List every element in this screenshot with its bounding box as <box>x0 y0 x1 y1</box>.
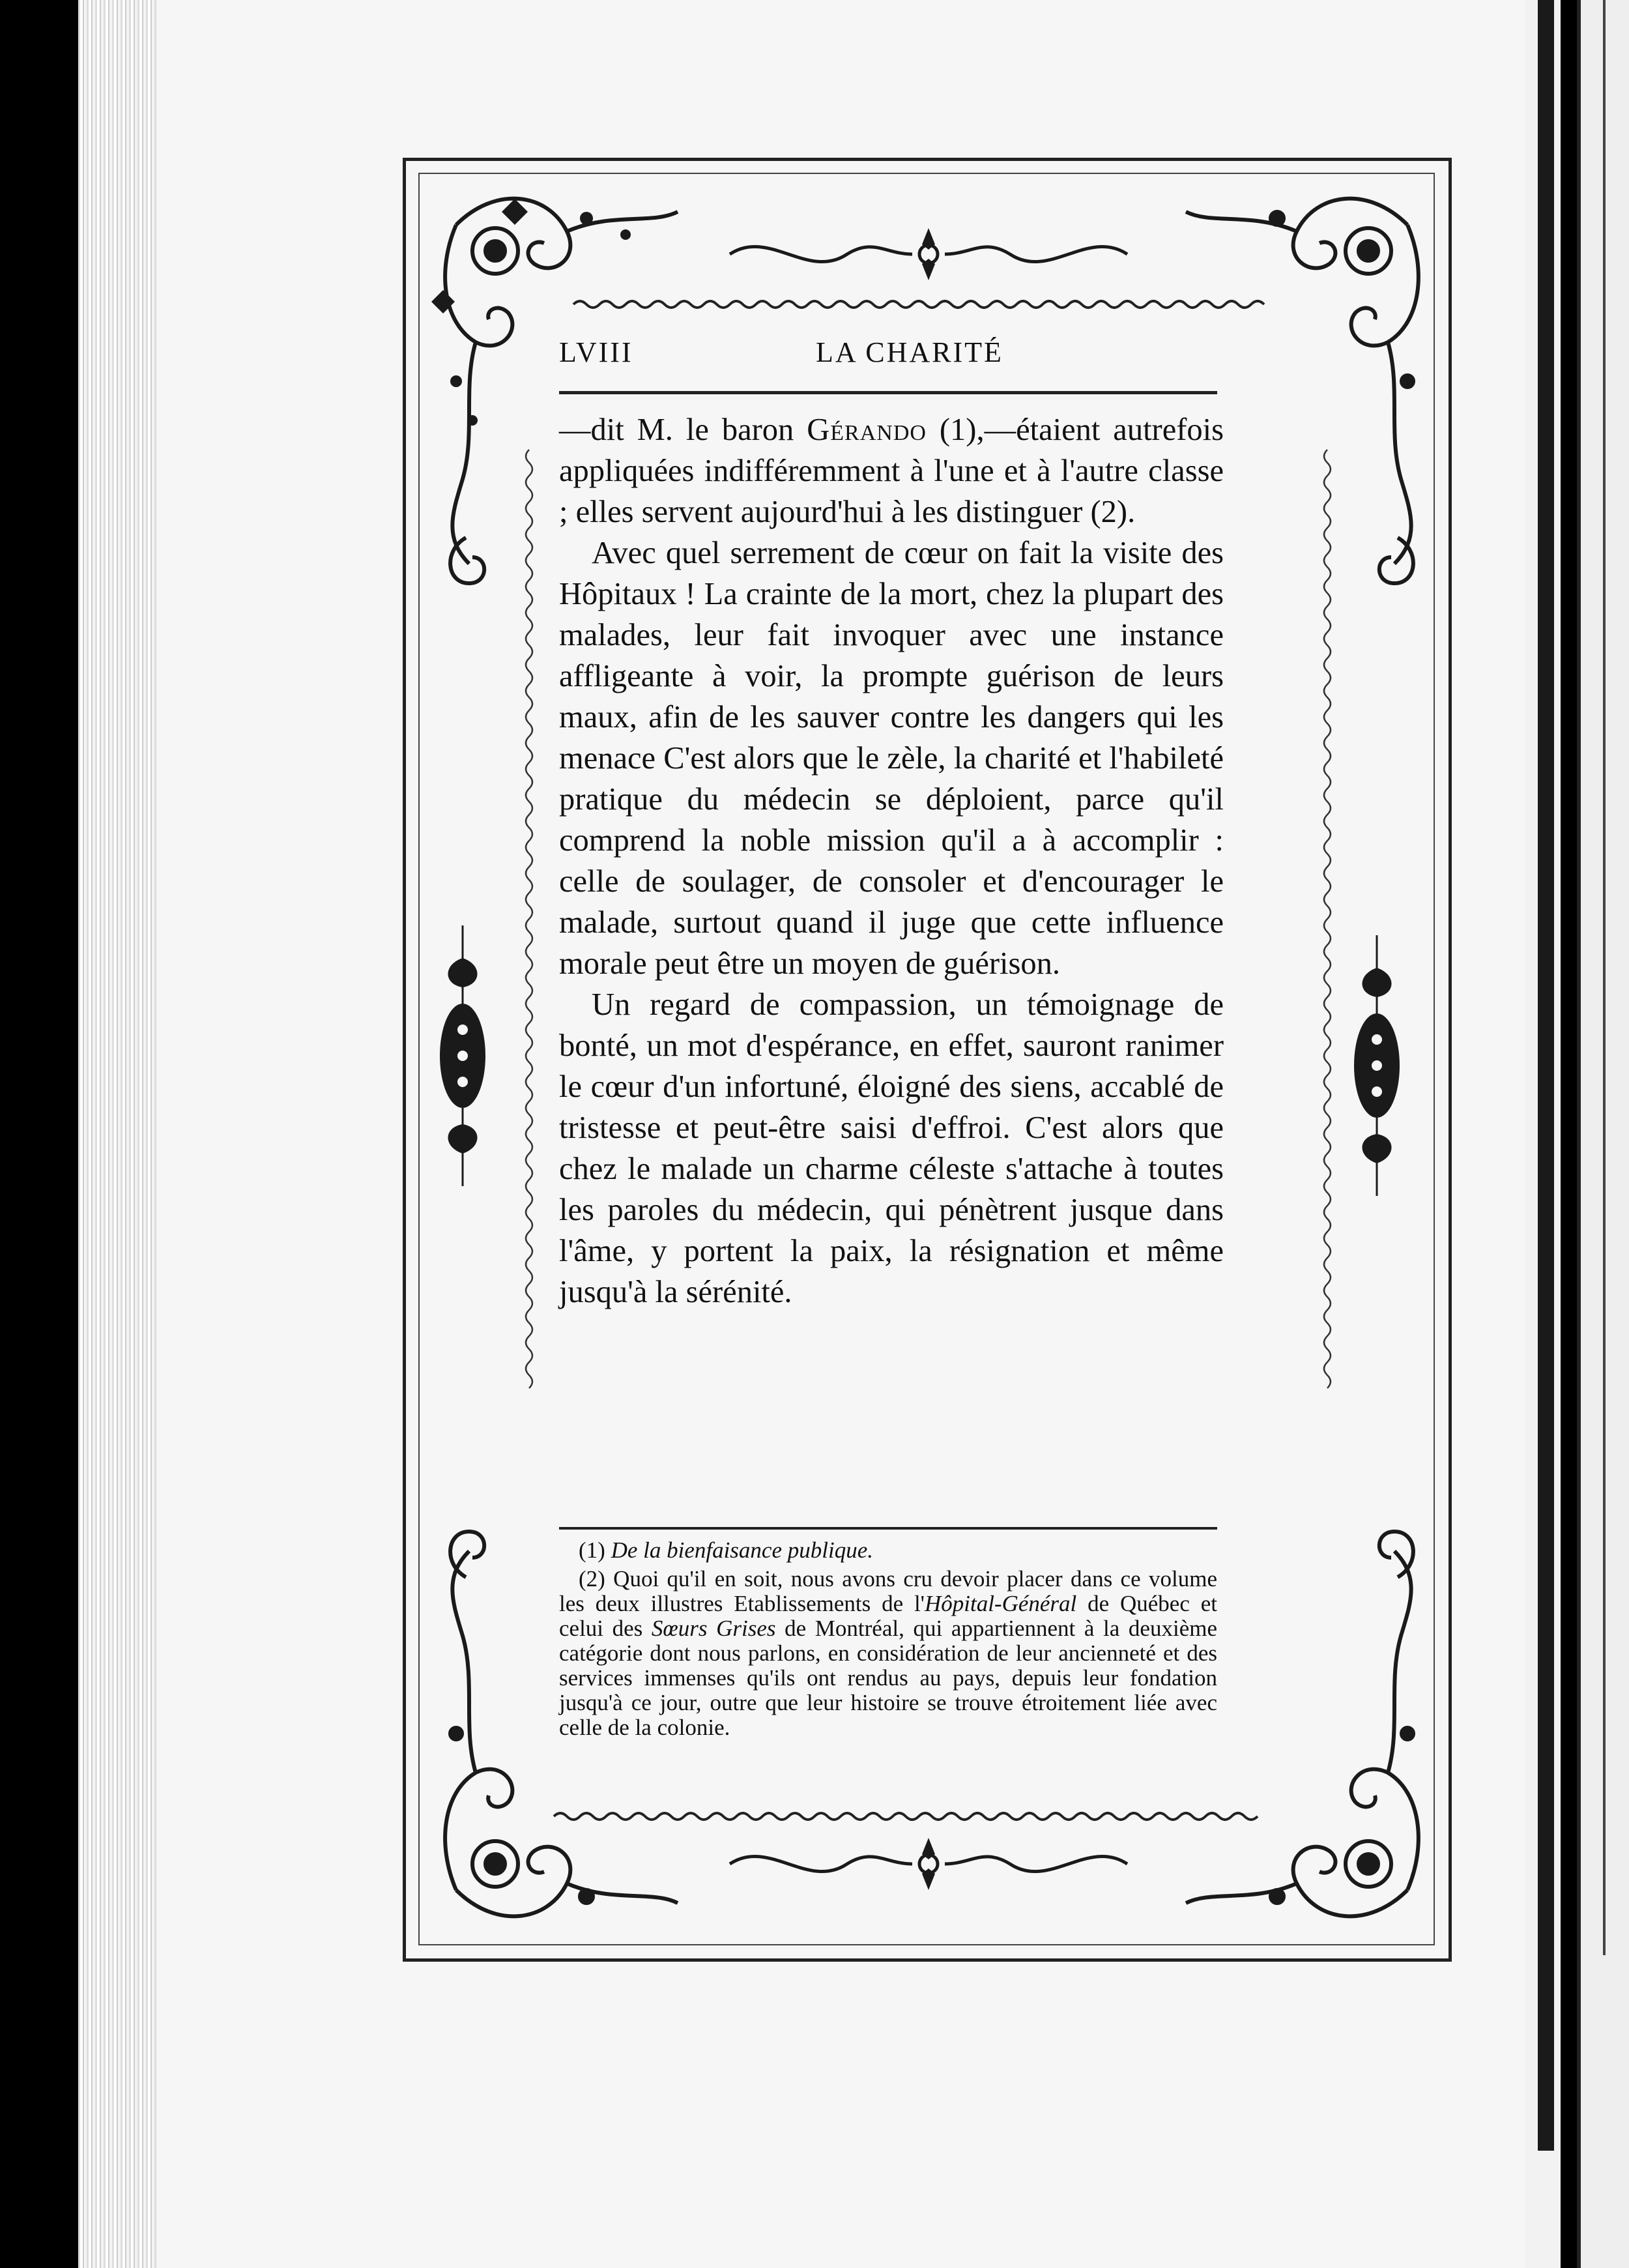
footnotes <box>559 1538 1217 1744</box>
running-title: LA CHARITÉ <box>816 336 1003 368</box>
running-head <box>559 336 1217 375</box>
paragraph-2: Avec quel serrement de cœur on fait la visite des Hôpitaux ! La crainte de la mort, chez la plupart des malades, leur fait invoquer avec une instance affligeante à voir, la prompte guérison de leurs maux, afin de les sauver contre les dangers qui les menace C'est alors que le zèle, la charité et l'habileté pratique du médecin se déploient, parce qu'il comprend la noble mission qu'il a à accomplir : celle de soulager, de consoler et d'encourager le malade, surtout quand il juge que cette influence morale peut être un moyen de guérison. <box>559 536 1224 981</box>
page-stack-edge <box>78 0 156 2268</box>
left-gutter <box>0 0 78 2268</box>
paragraph-1: —dit M. le baron Gérando (1),—étaient autrefois appliquées indifféremment à l'une et à l'autre classe ; elles servent aujourd'hui à les distinguer (2). <box>559 413 1224 529</box>
author-name: Gérando <box>807 413 927 447</box>
footnote-1-title: De la bienfaisance publique. <box>611 1537 873 1563</box>
footnote-2: (2) Quoi qu'il en soit, nous avons cru devoir placer dans ce volume les deux illustres Etablissements de l'Hôpital-Général de Québec et celui des Sœurs Grises de Montréal, qui appartiennent à la deuxième catégorie dont nous parlons, en considération de leur ancienneté et des services immenses qu'ils ont rendus au pays, depuis leur fondation jusqu'à ce jour, outre que leur histoire se trouve étroitement liée avec celle de la colonie. <box>559 1566 1217 1740</box>
page-folio: LVIII <box>559 336 633 368</box>
paragraph-3: Un regard de compassion, un témoignage de bonté, un mot d'espérance, en effet, sauront ranimer le cœur d'un infortuné, éloigné des siens, accablé de tristesse et peut-être saisi d'effroi. C'est alors que chez le malade un charme céleste s'attache à toutes les paroles du médecin, qui pénètrent jusque dans l'âme, y portent la paix, la résignation et même jusqu'à la sérénité. <box>559 987 1224 1309</box>
binding-shadow <box>1538 0 1554 2151</box>
body-text <box>559 409 1224 1313</box>
ornament-side-icon <box>1344 935 1409 1196</box>
ornament-scroll-icon <box>717 215 1140 287</box>
ornament-scroll-icon <box>717 1831 1140 1903</box>
facing-page-rule <box>1603 0 1606 1955</box>
ornament-side-icon <box>430 925 495 1186</box>
header-rule <box>559 391 1217 394</box>
footnote-rule <box>559 1527 1217 1530</box>
footnote-1: (1) De la bienfaisance publique. <box>579 1537 873 1563</box>
